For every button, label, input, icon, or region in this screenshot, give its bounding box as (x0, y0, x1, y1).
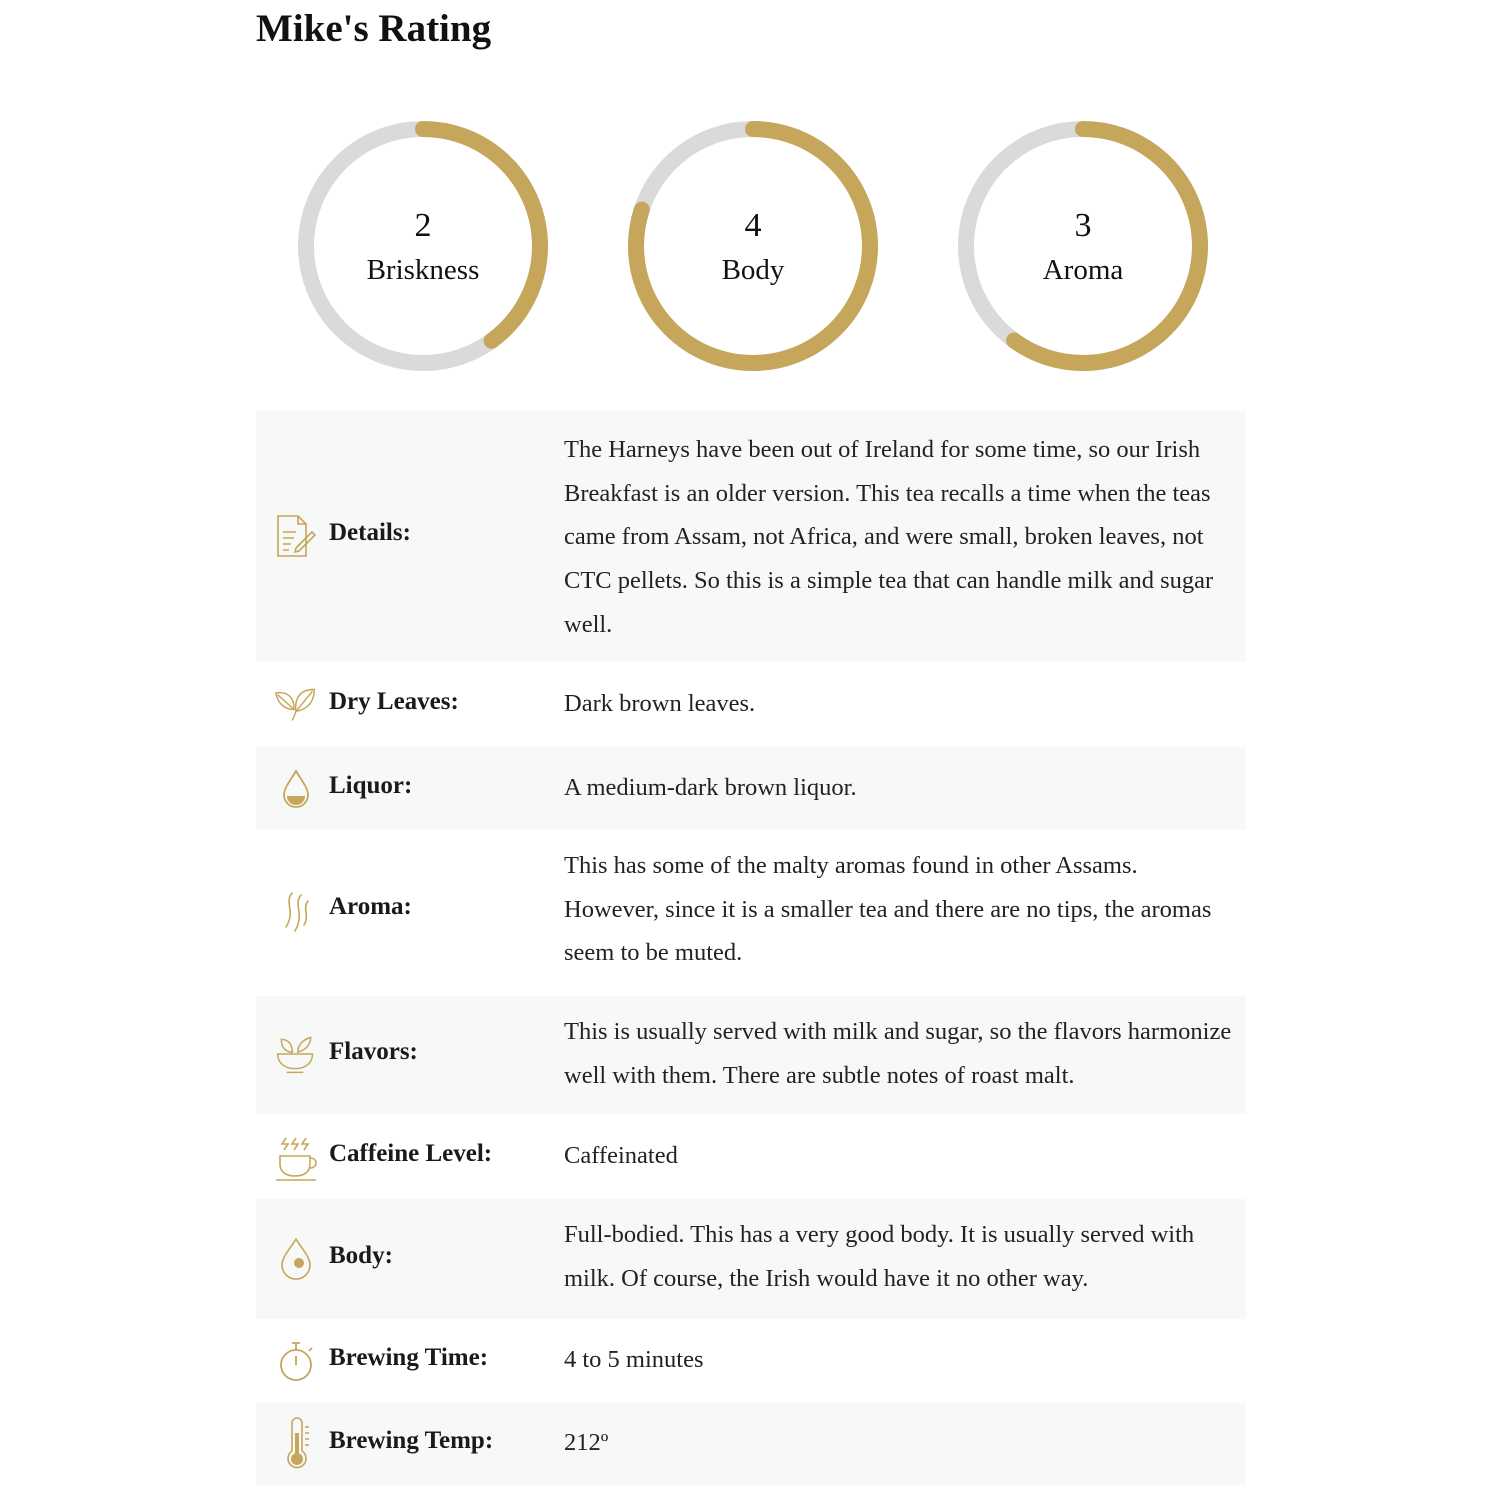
table-row-flavors (256, 996, 1246, 1114)
table-row-dry-leaves (256, 662, 1246, 747)
row-key: Body: (329, 1242, 393, 1269)
rating-ring-body (625, 118, 881, 374)
row-value: Full-bodied. This has a very good body. It is usually served with milk. Of course, the Irish would have it no other way. (564, 1221, 1195, 1292)
drop-gauge-icon (274, 1235, 318, 1283)
row-key: Brewing Time: (329, 1344, 489, 1371)
row-value: This has some of the malty aromas found in other Assams. However, since it is a smaller tea and there are no tips, the aromas seem to be muted. (564, 852, 1212, 967)
rating-ring-briskness (295, 118, 551, 374)
row-value: A medium-dark brown liquor. (564, 774, 857, 801)
ring-gauge (625, 118, 881, 374)
teacup-icon (274, 1134, 322, 1182)
table-row-aroma (256, 830, 1246, 996)
rating-value: 2 (414, 207, 432, 244)
row-value: Caffeinated (564, 1142, 678, 1169)
table-row-details (256, 411, 1246, 662)
row-value: The Harneys have been out of Ireland for some time, so our Irish Breakfast is an older version. This tea recalls a time when the teas came from Assam, not Africa, and were small, broken leaves, not CTC pellets. So this is a simple tea that can handle milk and sugar well. (564, 436, 1214, 638)
herb-bowl-icon (274, 1030, 318, 1078)
row-key: Liquor: (329, 772, 413, 799)
row-key: Caffeine Level: (329, 1140, 493, 1167)
row-value: This is usually served with milk and sugar, so the flavors harmonize well with them. There are subtle notes of roast malt. (564, 1018, 1232, 1089)
rating-value: 3 (1074, 207, 1092, 244)
row-key: Flavors: (329, 1038, 418, 1065)
drop-icon (274, 765, 318, 813)
table-row-caffeine (256, 1114, 1246, 1199)
table-row-body (256, 1199, 1246, 1319)
leaves-icon (274, 680, 318, 728)
row-key: Brewing Temp: (329, 1427, 494, 1454)
stopwatch-icon (274, 1337, 318, 1385)
row-key: Details: (329, 519, 411, 546)
row-value: Dark brown leaves. (564, 690, 756, 717)
row-value: 4 to 5 minutes (564, 1346, 704, 1373)
steam-icon (274, 887, 318, 935)
table-row-brewing-temp (256, 1403, 1246, 1485)
row-key: Dry Leaves: (329, 688, 459, 715)
ring-gauge (955, 118, 1211, 374)
page-title: Mike's Rating (256, 7, 492, 50)
ring-gauge (295, 118, 551, 374)
row-value: 212º (564, 1429, 609, 1456)
rating-rings (256, 118, 1246, 374)
rating-label: Briskness (366, 254, 480, 286)
rating-label: Body (721, 254, 785, 286)
table-row-liquor (256, 747, 1246, 830)
thermometer-icon (274, 1417, 318, 1471)
row-key: Aroma: (329, 893, 412, 920)
rating-label: Aroma (1042, 254, 1124, 286)
document-pencil-icon (274, 512, 318, 560)
rating-ring-aroma (955, 118, 1211, 374)
rating-value: 4 (744, 207, 762, 244)
table-row-brewing-time (256, 1319, 1246, 1403)
